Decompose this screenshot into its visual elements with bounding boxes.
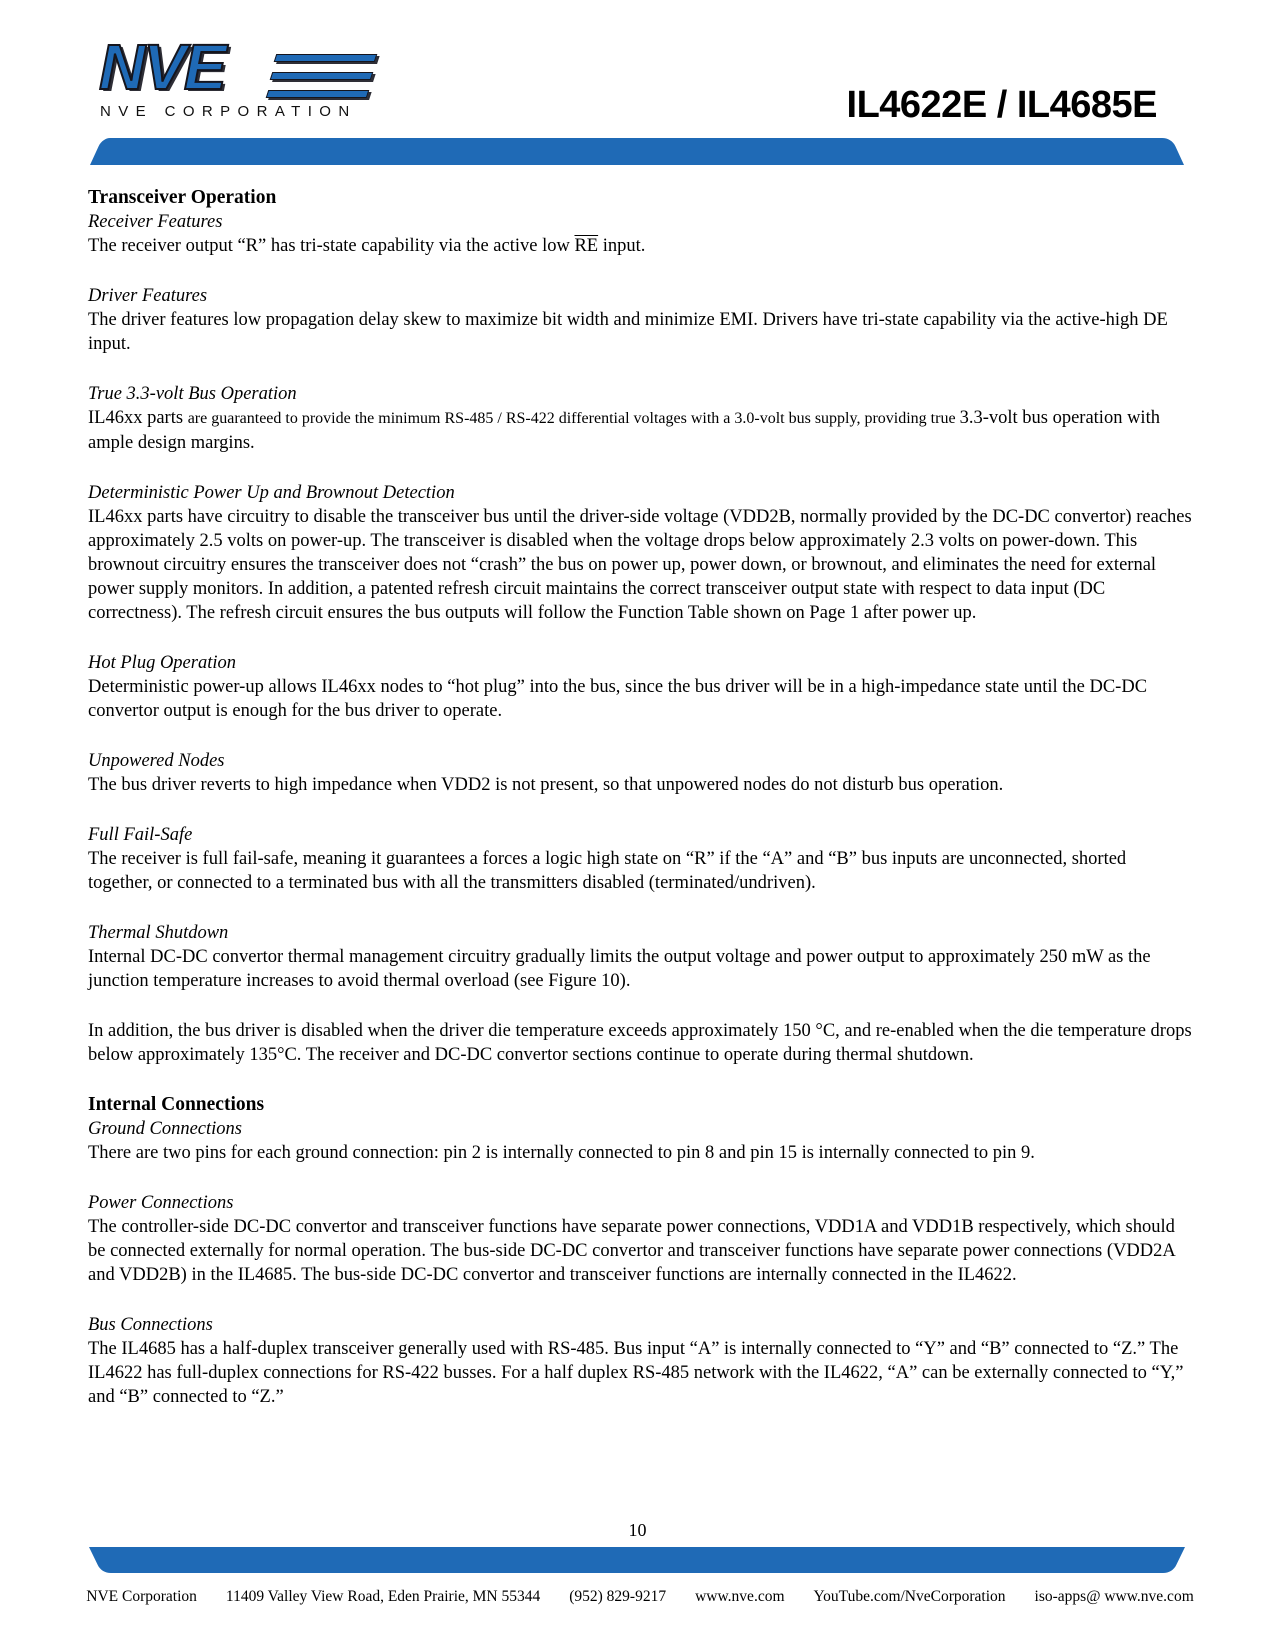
- subsection-heading: Receiver Features: [88, 212, 223, 232]
- paragraph: IL46xx parts are guaranteed to provide the minimum RS-485 / RS-422 differential voltages with a 3.0-volt bus supply, providing true 3.3-volt bus operation with ample design margins.: [88, 408, 1160, 453]
- footer-item: www.nve.com: [695, 1588, 785, 1605]
- section-heading: Internal Connections: [88, 1094, 265, 1115]
- subsection-heading: Hot Plug Operation: [88, 653, 236, 673]
- paragraph: There are two pins for each ground connection: pin 2 is internally connected to pin 8 and pin 15 is internally connected to pin 9.: [88, 1143, 1035, 1163]
- triple-bar-icon: [275, 54, 376, 108]
- footer-item: 11409 Valley View Road, Eden Prairie, MN 55344: [225, 1588, 541, 1605]
- subsection-heading: Thermal Shutdown: [88, 923, 229, 943]
- subsection-heading: Full Fail-Safe: [88, 825, 193, 845]
- paragraph: Internal DC-DC convertor thermal management circuitry gradually limits the output voltage and power output to approximately 250 mW as the junction temperature increases to avoid thermal overload (see Figure 10).: [88, 947, 1151, 991]
- subsection-heading: Power Connections: [88, 1193, 234, 1213]
- subsection-heading: Deterministic Power Up and Brownout Detection: [88, 483, 455, 503]
- subsection-heading: Bus Connections: [88, 1315, 213, 1335]
- footer-item: YouTube.com/NveCorporation: [813, 1588, 1006, 1605]
- footer-info: [88, 1588, 1192, 1606]
- paragraph: The receiver is full fail-safe, meaning it guarantees a forces a logic high state on “R” if the “A” and “B” bus inputs are unconnected, shorted together, or connected to a terminated bus with all the transmitters disabled (terminated/undriven).: [88, 849, 1127, 893]
- subsection-heading: Ground Connections: [88, 1119, 242, 1139]
- nve-logo-word: NVE: [99, 31, 225, 103]
- subsection-heading: Driver Features: [88, 286, 208, 306]
- paragraph: The controller-side DC-DC convertor and transceiver functions have separate power connections, VDD1A and VDD1B respectively, which should be connected externally for normal operation. The bus-side DC-DC convertor and transceiver functions have separate power connections (VDD2A and VDD2B) in the IL4685. The bus-side DC-DC convertor and transceiver functions are internally connected in the IL4622.: [88, 1217, 1175, 1285]
- paragraph: The bus driver reverts to high impedance when VDD2 is not present, so that unpowered nodes do not disturb bus operation.: [88, 775, 1004, 795]
- footer-banner: [89, 1547, 1185, 1573]
- paragraph: IL46xx parts have circuitry to disable the transceiver bus until the driver-side voltage (VDD2B, normally provided by the DC-DC convertor) reaches approximately 2.5 volts on power-up. The transceiver is disabled when the voltage drops below approximately 2.3 volts on power-down. This brownout circuitry ensures the transceiver does not “crash” the bus on power up, power down, or brownout, and eliminates the need for external power supply monitors. In addition, a patented refresh circuit maintains the correct transceiver output state with respect to data input (DC correctness). The refresh circuit ensures the bus outputs will follow the Function Table shown on Page 1 after power up.: [88, 507, 1192, 623]
- footer-item: (952) 829-9217: [569, 1588, 667, 1605]
- document-title: IL4622E / IL4685E: [846, 84, 1157, 126]
- subsection-heading: Unpowered Nodes: [88, 751, 225, 771]
- document-body: [88, 186, 1192, 1409]
- footer-item: NVE Corporation: [86, 1588, 197, 1605]
- paragraph: The driver features low propagation delay skew to maximize bit width and minimize EMI. Drivers have tri-state capability via the active-high DE input.: [88, 310, 1168, 354]
- section-heading: Transceiver Operation: [88, 187, 277, 208]
- subsection-heading: True 3.3-volt Bus Operation: [88, 384, 297, 404]
- footer-item: iso-apps@ www.nve.com: [1034, 1588, 1194, 1605]
- paragraph: The receiver output “R” has tri-state capability via the active low $\overline{RE}$ input.: [88, 236, 646, 256]
- paragraph: Deterministic power-up allows IL46xx nodes to “hot plug” into the bus, since the bus driver will be in a high-impedance state until the DC-DC convertor output is enough for the bus driver to operate.: [88, 677, 1148, 721]
- nve-logo: [93, 31, 393, 130]
- header-banner: [89, 138, 1187, 165]
- paragraph: In addition, the bus driver is disabled when the driver die temperature exceeds approximately 150 °C, and re-enabled when the die temperature drops below approximately 135°C. The receiver and DC-DC convertor sections continue to operate during thermal shutdown.: [88, 1021, 1192, 1065]
- nve-logo-subtitle: NVE CORPORATION: [100, 103, 357, 120]
- page-number: 10: [628, 1520, 647, 1540]
- paragraph: The IL4685 has a half-duplex transceiver generally used with RS-485. Bus input “A” is internally connected to “Y” and “B” connected to “Z.” The IL4622 has full-duplex connections for RS-422 busses. For a half duplex RS-485 network with the IL4622, “A” can be externally connected to “Y,” and “B” connected to “Z.”: [88, 1339, 1184, 1407]
